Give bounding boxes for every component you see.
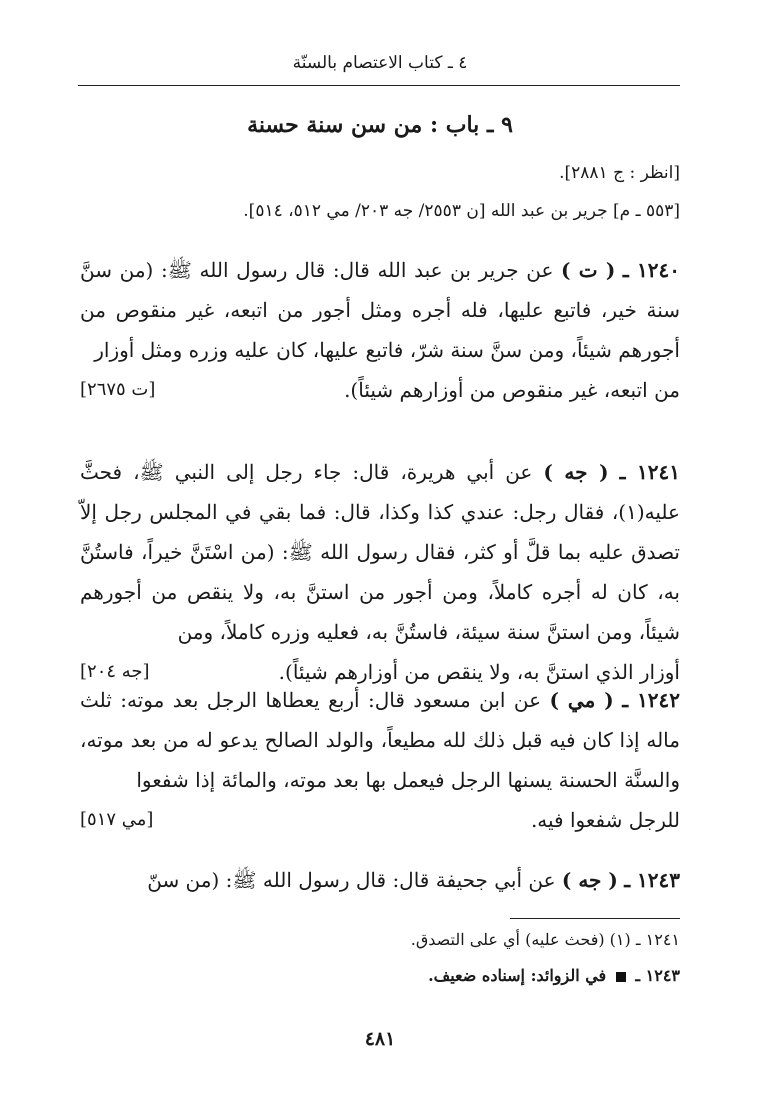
hadith-source: ( جه ): [561, 868, 618, 892]
hadith-number: ١٢٤٣ ـ: [624, 868, 680, 892]
footnote-number: ١٢٤٣ ـ: [635, 966, 680, 985]
hadith-text: عن ابن مسعود قال: أربع يعطاها الرجل بعد موته: ثلث ماله إذا كان فيه قبل ذلك لله مطيعاً، والولد الصالح يدعو له من بعد موته، والسنَّة الحسنة يسنها الرجل فيعمل بها بعد موته، والمائة إذا شفعوا: [80, 688, 680, 792]
hadith-1243: [80, 860, 680, 900]
hadith-1240: [80, 250, 680, 410]
hadith-number: ١٢٤٢ ـ: [622, 688, 681, 712]
chapter-title: ٩ ـ باب : من سن سنة حسنة: [247, 112, 513, 138]
see-also-reference: [انظر : ج ٢٨٨١].: [559, 163, 680, 183]
hadith-last-line-text: أوزار الذي استنَّ به، ولا ينقص من أوزارهم شيئاً).: [278, 660, 680, 684]
hadith-source: ( مي ): [549, 688, 614, 712]
hadith-text: عن أبي جحيفة قال: قال رسول الله ﷺ: (من سنّ: [147, 868, 556, 892]
hadith-last-line: [80, 370, 680, 410]
footnote-1241: ١٢٤١ ـ (١) (فحث عليه) أي على التصدق.: [410, 930, 680, 949]
hadith-1241: [80, 452, 680, 692]
hadith-source: ( جه ): [543, 460, 609, 484]
footnote-1243: [80, 966, 680, 985]
hadith-end-reference: [جه ٢٠٤]: [80, 661, 150, 682]
footnote-rule: [510, 918, 680, 919]
hadith-end-reference: [ت ٢٦٧٥]: [80, 379, 156, 400]
hadith-number: ١٢٤٠ ـ: [622, 258, 680, 282]
hadith-number: ١٢٤١ ـ: [619, 460, 681, 484]
footnote-text: في الزوائد: إسناده ضعيف.: [428, 966, 607, 985]
hadith-last-line-text: للرجل شفعوا فيه.: [530, 808, 680, 832]
hadith-last-line: [80, 800, 680, 840]
page-number: ٤٨١: [364, 1028, 396, 1050]
hadith-1242: [80, 680, 680, 840]
hadith-text: عن جرير بن عبد الله قال: قال رسول الله ﷺ: (من سنَّ سنة خير، فاتبع عليها، فله أجره ومثل أجور من اتبعه، غير منقوص من أجورهم شيئاً، ومن سنَّ سنة شرّ، فاتبع عليها، كان عليه وزره ومثل أوزار: [80, 258, 680, 362]
sources-reference: [٥٥٣ ـ م] جرير بن عبد الله [ن ٢٥٥٣/ جه ٢٠٣/ مي ٥١٢، ٥١٤].: [243, 201, 680, 221]
header-rule: [78, 85, 680, 86]
hadith-text: عن أبي هريرة، قال: جاء رجل إلى النبي ﷺ، فحثَّ عليه(١)، فقال رجل: عندي كذا وكذا، قال: فما بقي في المجلس رجل إلاّ تصدق عليه بما قلَّ أو كثر، فقال رسول الله ﷺ: (من اسْتَنَّ خيراً، فاستُنَّ به، كان له أجره كاملاً، ومن أجور من استنَّ به، ولا ينقص من أجورهم شيئاً، ومن استنَّ سنة سيئة، فاستُنَّ به، فعليه وزره كاملاً، ومن: [80, 460, 680, 644]
hadith-last-line-text: من اتبعه، غير منقوص من أوزارهم شيئاً).: [344, 378, 680, 402]
square-bullet-icon: [616, 972, 626, 982]
running-title: ٤ ـ كتاب الاعتصام بالسنّة: [292, 53, 468, 73]
hadith-source: ( ت ): [561, 258, 616, 282]
hadith-end-reference: [مي ٥١٧]: [80, 809, 154, 830]
